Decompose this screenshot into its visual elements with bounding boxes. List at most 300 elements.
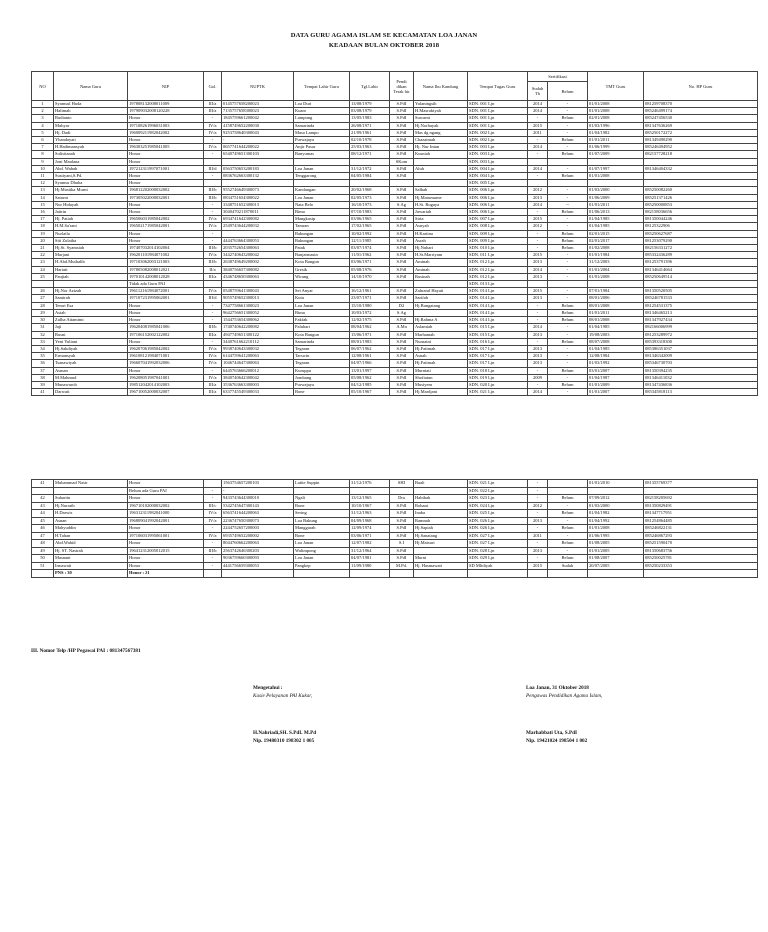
table-cell: 01/01/2008 [588, 173, 644, 180]
table-cell: Kuruppu [294, 367, 350, 374]
table-cell: 20/02/1968 [350, 187, 390, 194]
table-cell: SDN. 001 Ljn [468, 108, 528, 115]
table-cell: - [528, 173, 548, 180]
table-cell: - [548, 389, 588, 396]
table-cell: SDN. 013 Ljn [468, 281, 528, 288]
table-cell: 01/06/1995 [588, 532, 644, 540]
table-cell: - [204, 151, 222, 158]
table-cell: IV/a [204, 129, 222, 136]
table-cell: Tenggarong [294, 173, 350, 180]
table-cell: SDN. 015 Ljn [468, 331, 528, 338]
right-signatory-name: Marhabbati Uta, S.PdI [526, 730, 578, 736]
table-cell: SDN. 004 Ljn [468, 173, 528, 180]
table-cell: IV/a [204, 345, 222, 352]
table-cell: 085250649514 [644, 273, 758, 280]
table-cell [644, 281, 758, 288]
table-cell: 31/12/1963 [350, 510, 390, 518]
table-cell: Kota Bangun [294, 331, 350, 338]
table-cell: 13/05/1983 [350, 115, 390, 122]
table-cell: IV/a [204, 532, 222, 540]
table-cell: 9253758640300043 [222, 129, 294, 136]
table-cell: - [528, 540, 548, 548]
table-row [32, 487, 758, 495]
table-cell: Honor [128, 237, 204, 244]
table-cell: S.PdI [390, 230, 414, 237]
table-cell: - [548, 273, 588, 280]
table-cell: Sulistianah [54, 151, 128, 158]
table-cell: S.Ag [390, 201, 414, 208]
table-cell: III/a [204, 101, 222, 108]
table-row [32, 101, 758, 108]
table-cell: S.PdI [390, 252, 414, 259]
table-cell: 2015 [528, 288, 548, 295]
table-cell: 2013 [528, 517, 548, 525]
table-cell: IV/a [204, 223, 222, 230]
table-cell: Fakfak [294, 317, 350, 324]
table-row [32, 302, 758, 309]
table-cell [32, 281, 54, 288]
table-row [32, 317, 758, 324]
table-cell: S.PdI [390, 259, 414, 266]
table-cell: 18 [32, 223, 54, 230]
table-cell: Sustiyani,S.Pd. [54, 173, 128, 180]
table-cell: - [548, 532, 588, 540]
table-cell: SDN. 004 Ljn [468, 165, 528, 172]
table-cell: 085332436289 [644, 252, 758, 259]
table-cell: SDN. 027 Ljn [468, 532, 528, 540]
table-row [32, 209, 758, 216]
table-cell: 081254531375 [644, 302, 758, 309]
table-cell: Honor [128, 555, 204, 563]
table-cell [350, 281, 390, 288]
table-cell: Sudah [548, 562, 588, 570]
table-cell: 10/02/1992 [350, 230, 390, 237]
table-cell: III/b [204, 547, 222, 555]
table-cell: Honor [128, 151, 204, 158]
table-cell: S.PdI [390, 237, 414, 244]
table-row [32, 273, 758, 280]
table-cell: 196207061985042002 [128, 345, 204, 352]
table-cell: 5342745647300143 [222, 502, 294, 510]
header-hp: No. HP Guru [644, 72, 758, 101]
table-cell: - [528, 230, 548, 237]
table-cell: 04/09/1968 [350, 517, 390, 525]
table-cell: SDN. 002 Ljn [468, 129, 528, 136]
table-cell: S.PdI [390, 338, 414, 345]
table-cell: - [548, 547, 588, 555]
table-cell: Honor [128, 317, 204, 324]
table-cell: Halimah [54, 108, 128, 115]
table-row [32, 309, 758, 316]
table-cell: 2015 [528, 562, 548, 570]
table-cell: 197305022000032001 [128, 194, 204, 201]
table-cell: H.M.Sa'rani [54, 223, 128, 230]
table-cell: 20 [32, 237, 54, 244]
table-cell: Honor [128, 230, 204, 237]
table-cell: S.Ag [390, 309, 414, 316]
table-cell: S.PdI [390, 209, 414, 216]
table-cell: S.PdI [390, 317, 414, 324]
table-cell: 19/08/2003 [588, 331, 644, 338]
header-nama: Nama Guru [54, 72, 128, 101]
table-cell: Hj.Fatimah [414, 360, 468, 367]
table-cell: - [528, 525, 548, 533]
table-cell: Loa Janan [294, 165, 350, 172]
table-cell: - [528, 338, 548, 345]
table-cell: Masnani [54, 555, 128, 563]
table-row [32, 517, 758, 525]
table-cell: Ramnah [414, 517, 468, 525]
table-row [32, 555, 758, 563]
table-cell: Abd. Wahab [54, 165, 128, 172]
table-cell [222, 281, 294, 288]
table-cell: SDN. 019 Ljn [468, 374, 528, 381]
table-cell: Hj.Rahma A [414, 317, 468, 324]
table-cell: 01/07/1997 [588, 165, 644, 172]
table-row [32, 345, 758, 352]
table-cell: 12/11/1985 [350, 237, 390, 244]
table-cell: 081253079290 [644, 237, 758, 244]
table-cell: SDN. 028 Ljn [468, 547, 528, 555]
table-cell: 25 [32, 273, 54, 280]
table-cell [390, 487, 414, 495]
table-cell: Honor [128, 338, 204, 345]
table-cell: 3348751652300013 [222, 201, 294, 208]
table-cell: - [548, 122, 588, 129]
table-cell: 197106031995061001 [128, 532, 204, 540]
table-cell: 082157728218 [644, 151, 758, 158]
table-cell: 16/12/1961 [350, 288, 390, 295]
table-cell: - [528, 137, 548, 144]
table-cell [548, 281, 588, 288]
table-cell: 14 [32, 194, 54, 201]
table-cell: Bone [294, 532, 350, 540]
table-cell: S.PdI [390, 532, 414, 540]
table-cell: - [548, 353, 588, 360]
table-cell: Hj. Patiah [54, 216, 128, 223]
table-cell [350, 487, 390, 495]
table-cell: - [548, 331, 588, 338]
table-cell: 39 [32, 381, 54, 388]
table-cell: Samarinda [294, 338, 350, 345]
table-cell: 085393318300 [644, 338, 758, 345]
table-cell: 10/03/1972 [350, 309, 390, 316]
table-cell: Walimpong [294, 547, 350, 555]
table-cell: 081346414664 [644, 266, 758, 273]
table-cell: Marjani [54, 252, 128, 259]
table-cell: H.Tahan [54, 532, 128, 540]
table-row [32, 266, 758, 273]
table-cell [350, 158, 390, 165]
table-cell: 196312311982041000 [128, 510, 204, 518]
table-cell: 3442740643200042 [222, 252, 294, 259]
table-cell: Hj.Maisuri [414, 540, 468, 548]
table-cell: Hj.Marumarne [414, 194, 468, 201]
table-cell: SDN. 017 Ljn [468, 345, 528, 352]
table-cell: 20/07/2005 [588, 562, 644, 570]
table-cell: Honor [128, 209, 204, 216]
table-cell: - [204, 115, 222, 122]
table-cell: Anjir Pasar [294, 144, 350, 151]
table-cell [588, 281, 644, 288]
table-cell: Aminah [414, 266, 468, 273]
table-cell: SDN. 017 Ljn [468, 353, 528, 360]
table-cell: 085386351037 [644, 345, 758, 352]
table-cell: III/b [204, 245, 222, 252]
table-cell [588, 180, 644, 187]
table-cell: - [548, 165, 588, 172]
table-cell: 196204081985041006 [128, 324, 204, 331]
table-cell: 0836762663300132 [222, 173, 294, 180]
table-cell: 082158036656 [644, 209, 758, 216]
table-cell: 082158205692 [644, 495, 758, 503]
table-cell: - [204, 555, 222, 563]
table-cell: 25/03/1963 [350, 144, 390, 151]
left-signatory-nip: Nip. 19480310 198302 1 005 [253, 738, 315, 744]
header-no: NO [32, 72, 54, 101]
table-cell: Hariati [54, 266, 128, 273]
table-cell: Hj. Nur Intan [414, 144, 468, 151]
table-cell: Asiah [54, 309, 128, 316]
table-row [32, 374, 758, 381]
table-cell: H.St.Marriyam [414, 252, 468, 259]
table-cell: S.PdI [390, 165, 414, 172]
document-title: DATA GURU AGAMA ISLAM SE KECAMATAN LOA JANAN [290, 32, 478, 39]
table-cell: 1845759661200042 [222, 115, 294, 122]
table-row [32, 230, 758, 237]
table-cell: 01/01/2009 [588, 381, 644, 388]
table-cell [414, 281, 468, 288]
table-cell [294, 281, 350, 288]
table-cell: 3536763663300003 [222, 381, 294, 388]
right-signatory-date: Loa Janan, 31 Oktober 2018 [526, 685, 589, 691]
table-cell: - [528, 487, 548, 495]
table-cell: 03/08/1979 [350, 108, 390, 115]
table-cell: 5 [32, 129, 54, 136]
table-cell: SDN. 014 Ljn [468, 317, 528, 324]
table-cell: 23/07/1971 [350, 295, 390, 302]
table-cell: 2015 [528, 216, 548, 223]
table-cell: Tamran [294, 223, 350, 230]
table-cell: 081347636269 [644, 122, 758, 129]
table-cell: 11/01/1962 [350, 252, 390, 259]
table-cell: Lampung [294, 115, 350, 122]
table-cell: 2014 [528, 324, 548, 331]
table-cell: 196208051987041001 [128, 374, 204, 381]
table-cell: 02/01/2017 [588, 237, 644, 244]
table-cell: Banjarmasin [294, 252, 350, 259]
table-cell: 01/01/2008 [588, 101, 644, 108]
table-cell: - [204, 173, 222, 180]
table-cell: 081350829491 [644, 502, 758, 510]
table-cell: Belum [548, 510, 588, 518]
table-cell: - [548, 194, 588, 201]
table-cell: SDN. 009 Ljn [468, 237, 528, 244]
table-cell: 08/01/2008 [588, 317, 644, 324]
table-cell: - [204, 302, 222, 309]
table-cell: 081350683756 [644, 547, 758, 555]
table-cell: Loa Duri [294, 101, 350, 108]
table-cell: 2013 [528, 345, 548, 352]
table-cell: 3840740642300042 [222, 374, 294, 381]
table-cell: 11/09/1980 [350, 562, 390, 570]
table-cell: 6934741642300082 [222, 216, 294, 223]
table-cell: 03/06/1971 [350, 259, 390, 266]
table-cell: 2015 [528, 252, 548, 259]
table-cell: 085250233353 [644, 562, 758, 570]
table-cell: S.PdI [390, 216, 414, 223]
table-row [32, 115, 758, 122]
table-cell: 4441756659300053 [222, 562, 294, 570]
table-cell: 02/05/1973 [350, 194, 390, 201]
table-cell: 50 [32, 555, 54, 563]
table-cell: 01/03/1992 [588, 360, 644, 367]
table-cell: 15/10/1980 [350, 302, 390, 309]
table-cell: - [528, 480, 548, 488]
table-cell [528, 158, 548, 165]
table-cell: H.Darwis [54, 510, 128, 518]
table-cell: 081347717951 [644, 510, 758, 518]
table-cell: 01/04/1985 [588, 223, 644, 230]
table-cell: Bakungan [294, 230, 350, 237]
phone-note: III. Nomor Telp /HP Pegawai PAI : 081347567381 [31, 648, 141, 654]
table-row [32, 502, 758, 510]
table-cell: Jombang [294, 374, 350, 381]
table-cell: S.PdI [390, 151, 414, 158]
table-cell: 197010142008012028 [128, 273, 204, 280]
table-row [32, 216, 758, 223]
table-cell: 36 [32, 360, 54, 367]
table-cell: 085345818113 [644, 389, 758, 396]
table-cell: - [222, 137, 294, 144]
table-cell: 085246781533 [644, 295, 758, 302]
table-cell [414, 180, 468, 187]
table-cell: 03/06/1965 [350, 216, 390, 223]
table-cell: - [204, 309, 222, 316]
table-cell: 46 [32, 525, 54, 533]
table-cell: 085346730703 [644, 360, 758, 367]
table-cell: Siti Zulaiha [54, 237, 128, 244]
table-cell: - [548, 324, 588, 331]
table-cell: 02/01/2015 [588, 230, 644, 237]
table-cell: 01/03/2000 [588, 187, 644, 194]
table-cell: Nurlaila [54, 230, 128, 237]
table-cell: SDN. 026 Ljn [468, 525, 528, 533]
table-cell: 01/01/2005 [588, 547, 644, 555]
table-cell: Hj.Sapiah [414, 525, 468, 533]
table-cell: SKom [390, 158, 414, 165]
table-cell: S.I [390, 540, 414, 548]
table-cell: - [528, 309, 548, 316]
table-cell: 6337745549300033 [222, 389, 294, 396]
table-cell: 081355769377 [644, 480, 758, 488]
table-cell: S.PdI [390, 345, 414, 352]
table-cell: Ermansyah [54, 353, 128, 360]
table-cell: 196108121984071001 [128, 353, 204, 360]
table-cell: 1740740642200082 [222, 324, 294, 331]
table-cell: 11 [32, 173, 54, 180]
table-cell: S.PdI [390, 122, 414, 129]
table-cell: III/d [204, 295, 222, 302]
table-cell: III/b [204, 187, 222, 194]
table-cell: III/b [204, 194, 222, 201]
table-cell: 8044760662200063 [222, 540, 294, 548]
table-cell: 085250627687 [644, 230, 758, 237]
table-cell: 196201101984071002 [128, 252, 204, 259]
table-cell: 2244752657200003 [222, 525, 294, 533]
table-cell: Honor [128, 480, 204, 488]
table-cell: 082166006999 [644, 324, 758, 331]
table-cell: Kusniah [414, 151, 468, 158]
table-cell: - [548, 216, 588, 223]
table-cell: 196112161984072001 [128, 288, 204, 295]
table-cell: 01/01/2010 [588, 480, 644, 488]
table-cell: SDN. 003 Ljn [468, 158, 528, 165]
table-row [32, 165, 758, 172]
table-cell: 24 [32, 266, 54, 273]
table-cell: Kutu [294, 295, 350, 302]
table-cell: 01/06/2013 [588, 209, 644, 216]
table-cell: Belum [548, 151, 588, 158]
table-cell: 081350044246 [644, 216, 758, 223]
table-cell: 081346465213 [644, 309, 758, 316]
table-cell: 4346748650300063 [222, 273, 294, 280]
table-cell [528, 180, 548, 187]
table-cell: Aminah [414, 259, 468, 266]
table-cell: 6540749651300103 [222, 151, 294, 158]
table-cell: 2012 [528, 223, 548, 230]
table-cell: SDN. 016 Ljn [468, 338, 528, 345]
table-cell: 44 [32, 510, 54, 518]
table-cell: -- [548, 201, 588, 208]
table-cell: 2014 [528, 165, 548, 172]
table-cell: Irmawati [54, 562, 128, 570]
table-cell: Rudianto [54, 115, 128, 122]
table-cell: Sirta [414, 216, 468, 223]
table-cell: 196809041992042001 [128, 517, 204, 525]
table-cell [294, 487, 350, 495]
table-cell: IV/a [204, 144, 222, 151]
table-cell: Muhyar [54, 122, 128, 129]
header-belum: Belum [548, 82, 588, 101]
table-cell: IV/a [204, 122, 222, 129]
table-cell: 085246499174 [644, 108, 758, 115]
table-cell: 21 [32, 245, 54, 252]
table-row [32, 144, 758, 151]
table-cell: Mas dg ngang [414, 129, 468, 136]
table-cell: Hj.Sanatang [414, 532, 468, 540]
table-cell: 01/04/1982 [588, 510, 644, 518]
table-cell: 07/09/2012 [588, 495, 644, 503]
table-cell: Abd.Wahid [54, 540, 128, 548]
table-cell: 17/02/1965 [350, 223, 390, 230]
table-cell: 07/01/1984 [588, 288, 644, 295]
table-row [32, 281, 758, 288]
table-cell: 01/01/2008 [588, 108, 644, 115]
table-cell: - [548, 266, 588, 273]
table-cell: 3040470211870011 [222, 209, 294, 216]
table-cell: Belum [548, 237, 588, 244]
table-cell: Habibah [414, 495, 468, 503]
table-cell: 197107231995062001 [128, 295, 204, 302]
table-cell: SDN. 012 Ljn [468, 273, 528, 280]
table-cell: 0657741644200022 [222, 144, 294, 151]
table-cell: IV/a [204, 517, 222, 525]
table-cell: Zulha Attamimi [54, 317, 128, 324]
table-cell: 02/01/2008 [588, 115, 644, 122]
table-cell: Suwarni [414, 115, 468, 122]
table-cell: 0563750653200183 [222, 165, 294, 172]
